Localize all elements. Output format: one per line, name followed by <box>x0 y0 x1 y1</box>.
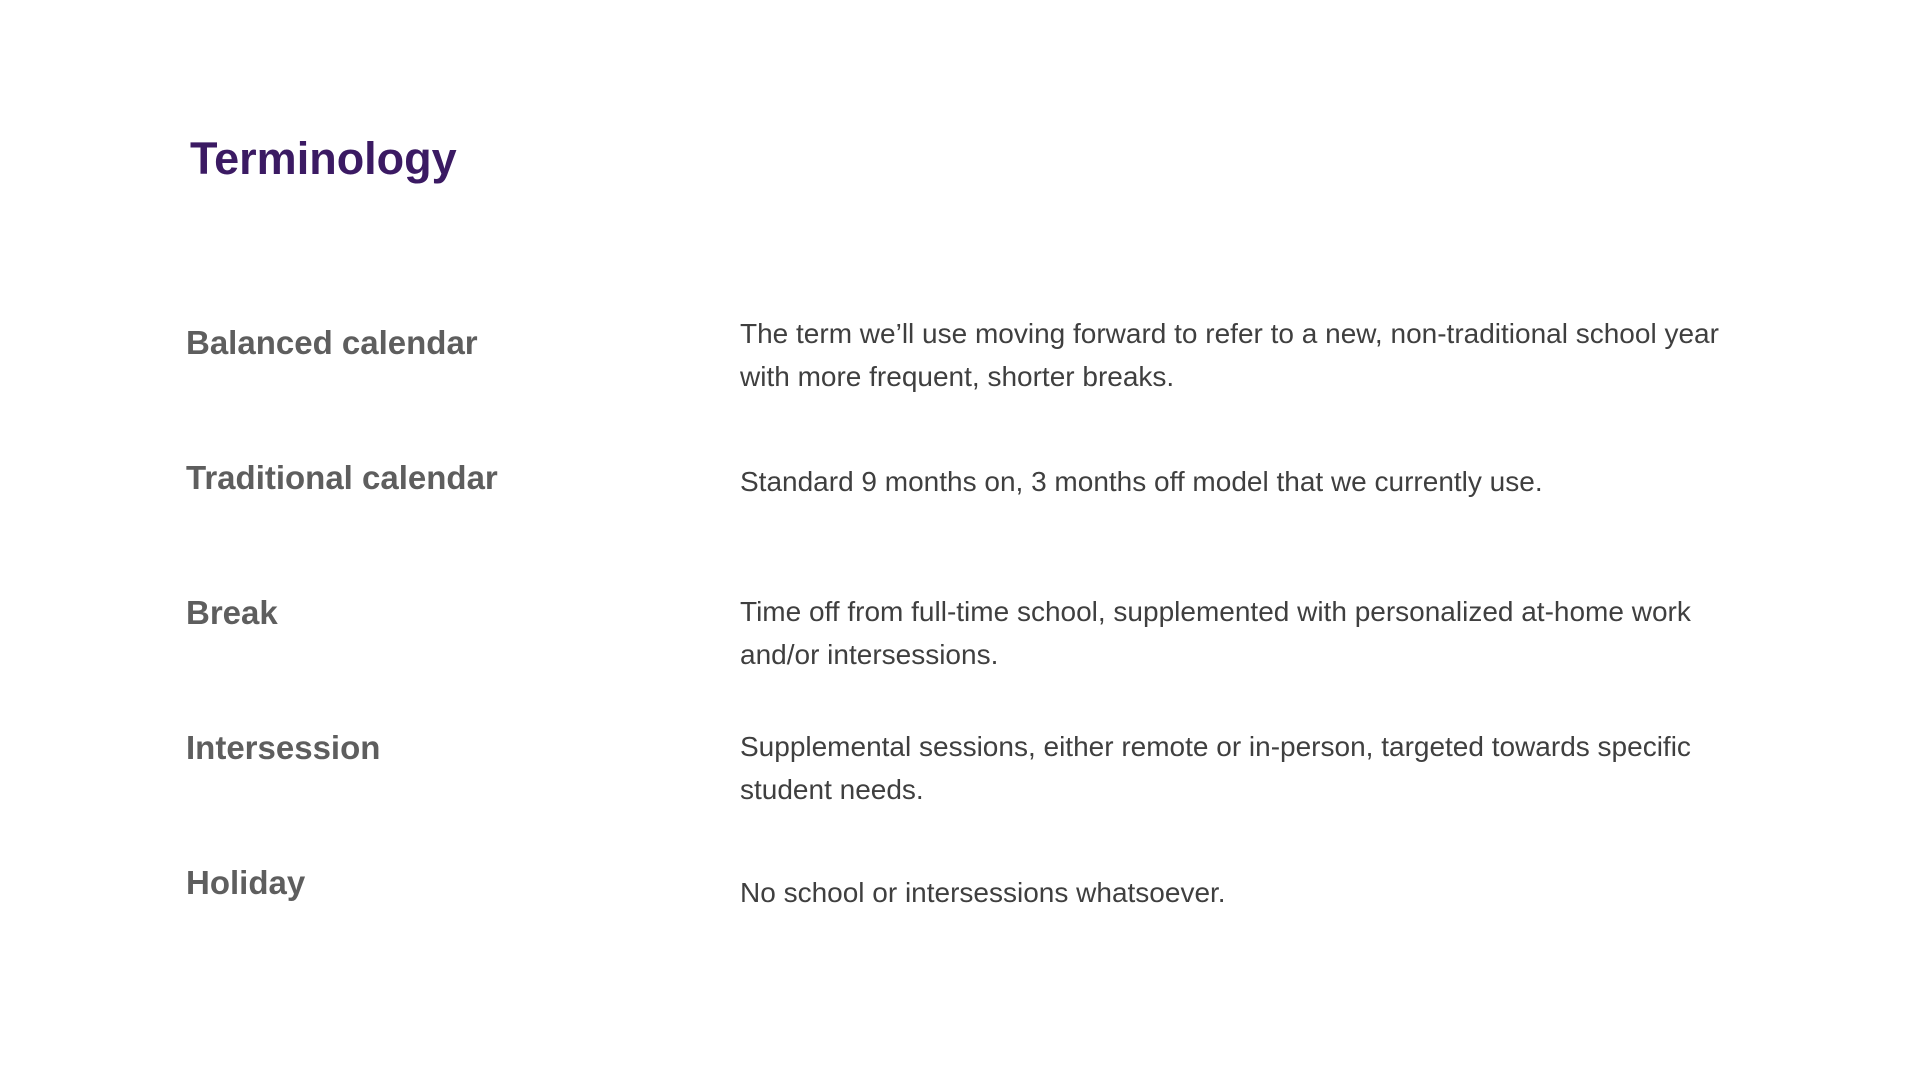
term-holiday: Holiday <box>186 864 306 901</box>
definition-traditional-calendar: Standard 9 months on, 3 months off model that we currently use. <box>740 466 1543 497</box>
definition-break: Time off from full-time school, supplemented with personalized at-home work and/or intersessions. <box>740 596 1691 670</box>
slide-title: Terminology <box>190 133 457 184</box>
definition-intersession: Supplemental sessions, either remote or in-person, targeted towards specific student needs. <box>740 731 1691 805</box>
term-traditional-calendar: Traditional calendar <box>186 459 498 496</box>
term-balanced-calendar: Balanced calendar <box>186 324 478 361</box>
definition-balanced-calendar: The term we’ll use moving forward to refer to a new, non-traditional school year with more frequent, shorter breaks. <box>740 318 1719 392</box>
term-break: Break <box>186 594 278 631</box>
term-intersession: Intersession <box>186 729 381 766</box>
definition-holiday: No school or intersessions whatsoever. <box>740 877 1226 908</box>
